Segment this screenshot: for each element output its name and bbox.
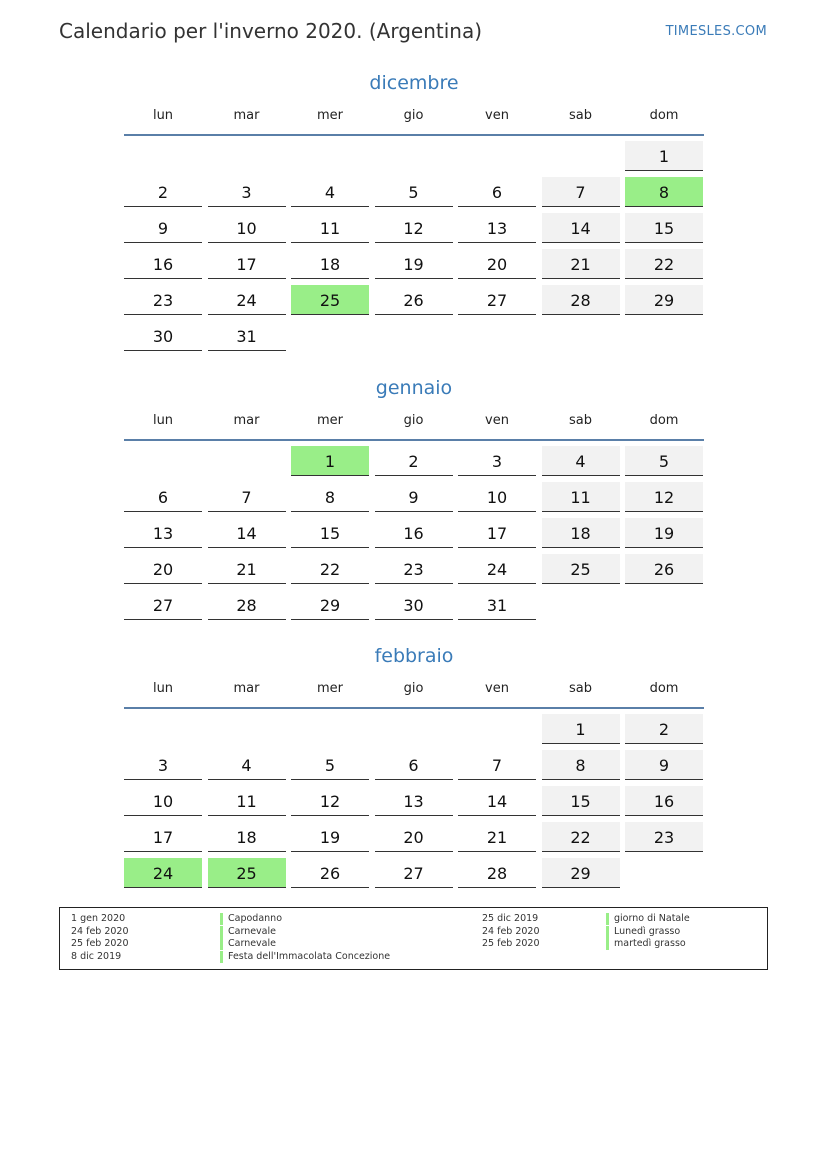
- day-cell: 14: [458, 786, 536, 816]
- day-cell: 22: [625, 249, 703, 279]
- day-cell: 28: [542, 285, 620, 315]
- day-grid: [124, 446, 704, 626]
- weekday-lun: lun: [152, 108, 174, 123]
- day-cell: 16: [625, 786, 703, 816]
- weekday-lun: lun: [152, 413, 174, 428]
- day-cell: 9: [375, 482, 453, 512]
- legend-holiday-name: Capodanno: [228, 913, 283, 924]
- weekday-mer: mer: [316, 681, 343, 696]
- day-cell: 13: [458, 213, 536, 243]
- day-cell: 11: [208, 786, 286, 816]
- day-cell: 4: [291, 177, 369, 207]
- legend-date: 25 feb 2020: [482, 938, 540, 950]
- month-gennaio: [124, 373, 704, 626]
- day-cell: 26: [625, 554, 703, 584]
- holiday-legend: [59, 907, 768, 970]
- day-cell: 8: [542, 750, 620, 780]
- day-cell: 1: [625, 141, 703, 171]
- weekday-gio: gio: [403, 108, 424, 123]
- day-cell: 9: [625, 750, 703, 780]
- legend-color-marker: [220, 938, 223, 950]
- day-cell: 1: [542, 714, 620, 744]
- legend-color-marker: [606, 926, 609, 938]
- weekday-mar: mar: [233, 413, 260, 428]
- day-cell: 26: [291, 858, 369, 888]
- holiday-day-cell: 25: [291, 285, 369, 315]
- day-cell: 12: [625, 482, 703, 512]
- day-cell: 5: [291, 750, 369, 780]
- day-cell: 10: [208, 213, 286, 243]
- day-cell: 22: [542, 822, 620, 852]
- day-cell: 23: [625, 822, 703, 852]
- day-cell: 3: [458, 446, 536, 476]
- day-cell: 2: [625, 714, 703, 744]
- weekday-header: [124, 681, 704, 707]
- day-cell: 6: [375, 750, 453, 780]
- weekday-mer: mer: [316, 413, 343, 428]
- weekday-header: [124, 413, 704, 439]
- legend-date: 8 dic 2019: [71, 951, 122, 963]
- month-title: dicembre: [369, 72, 459, 94]
- day-cell: 10: [124, 786, 202, 816]
- header-divider: [124, 707, 704, 709]
- weekday-header: [124, 108, 704, 134]
- day-cell: 17: [124, 822, 202, 852]
- day-cell: 29: [542, 858, 620, 888]
- day-cell: 21: [208, 554, 286, 584]
- day-cell: 26: [375, 285, 453, 315]
- day-cell: 19: [625, 518, 703, 548]
- day-cell: 4: [208, 750, 286, 780]
- holiday-day-cell: 24: [124, 858, 202, 888]
- day-cell: 24: [208, 285, 286, 315]
- day-cell: 3: [124, 750, 202, 780]
- holiday-day-cell: 1: [291, 446, 369, 476]
- day-cell: 5: [625, 446, 703, 476]
- legend-date: 25 feb 2020: [71, 938, 129, 950]
- day-cell: 8: [291, 482, 369, 512]
- day-cell: 25: [542, 554, 620, 584]
- weekday-ven: ven: [485, 413, 509, 428]
- weekday-lun: lun: [152, 681, 174, 696]
- weekday-dom: dom: [649, 681, 679, 696]
- day-cell: 15: [625, 213, 703, 243]
- day-cell: 16: [375, 518, 453, 548]
- day-cell: 27: [458, 285, 536, 315]
- day-cell: 28: [458, 858, 536, 888]
- day-cell: 18: [208, 822, 286, 852]
- day-cell: 19: [291, 822, 369, 852]
- holiday-day-cell: 25: [208, 858, 286, 888]
- day-cell: 3: [208, 177, 286, 207]
- day-cell: 14: [542, 213, 620, 243]
- day-cell: 18: [542, 518, 620, 548]
- holiday-day-cell: 8: [625, 177, 703, 207]
- legend-holiday-name: Carnevale: [228, 925, 276, 937]
- legend-holiday-name: Lunedì grasso: [614, 925, 681, 937]
- day-cell: 11: [291, 213, 369, 243]
- weekday-mar: mar: [233, 681, 260, 696]
- legend-color-marker: [606, 938, 609, 950]
- day-cell: 12: [291, 786, 369, 816]
- day-cell: 28: [208, 590, 286, 620]
- month-title: febbraio: [374, 645, 454, 667]
- day-cell: 20: [124, 554, 202, 584]
- legend-color-marker: [606, 913, 609, 925]
- legend-holiday-name: martedì grasso: [614, 938, 686, 950]
- legend-color-marker: [220, 913, 223, 925]
- header-divider: [124, 134, 704, 136]
- day-cell: 7: [542, 177, 620, 207]
- legend-date: 24 feb 2020: [482, 925, 540, 937]
- weekday-mer: mer: [316, 108, 343, 123]
- day-cell: 21: [542, 249, 620, 279]
- day-cell: 15: [291, 518, 369, 548]
- weekday-sab: sab: [569, 413, 592, 428]
- day-cell: 30: [124, 321, 202, 351]
- day-cell: 4: [542, 446, 620, 476]
- day-cell: 17: [458, 518, 536, 548]
- day-cell: 31: [208, 321, 286, 351]
- day-cell: 27: [375, 858, 453, 888]
- day-cell: 29: [625, 285, 703, 315]
- month-dicembre: [124, 68, 704, 357]
- weekday-ven: ven: [485, 108, 509, 123]
- day-cell: 14: [208, 518, 286, 548]
- day-cell: 2: [124, 177, 202, 207]
- day-grid: [124, 714, 704, 894]
- day-cell: 22: [291, 554, 369, 584]
- weekday-sab: sab: [569, 108, 592, 123]
- day-cell: 7: [208, 482, 286, 512]
- weekday-gio: gio: [403, 413, 424, 428]
- day-cell: 6: [458, 177, 536, 207]
- day-cell: 24: [458, 554, 536, 584]
- day-cell: 12: [375, 213, 453, 243]
- legend-holiday-name: Festa dell'Immacolata Concezione: [228, 951, 391, 963]
- legend-holiday-name: Carnevale: [228, 938, 276, 950]
- day-cell: 15: [542, 786, 620, 816]
- day-cell: 2: [375, 446, 453, 476]
- month-title: gennaio: [375, 377, 453, 399]
- brand-link[interactable]: TIMESLES.COM: [665, 24, 767, 39]
- weekday-dom: dom: [649, 108, 679, 123]
- header-divider: [124, 439, 704, 441]
- day-cell: 17: [208, 249, 286, 279]
- day-cell: 23: [124, 285, 202, 315]
- day-cell: 30: [375, 590, 453, 620]
- weekday-mar: mar: [233, 108, 260, 123]
- weekday-dom: dom: [649, 413, 679, 428]
- weekday-gio: gio: [403, 681, 424, 696]
- day-cell: 5: [375, 177, 453, 207]
- legend-date: 24 feb 2020: [71, 925, 129, 937]
- day-cell: 27: [124, 590, 202, 620]
- day-cell: 29: [291, 590, 369, 620]
- day-cell: 21: [458, 822, 536, 852]
- day-cell: 23: [375, 554, 453, 584]
- day-cell: 9: [124, 213, 202, 243]
- weekday-ven: ven: [485, 681, 509, 696]
- day-cell: 19: [375, 249, 453, 279]
- month-febbraio: [124, 641, 704, 894]
- day-cell: 16: [124, 249, 202, 279]
- legend-date: 1 gen 2020: [71, 913, 126, 924]
- day-cell: 13: [375, 786, 453, 816]
- day-cell: 7: [458, 750, 536, 780]
- legend-color-marker: [220, 926, 223, 938]
- day-cell: 18: [291, 249, 369, 279]
- day-grid: [124, 141, 704, 357]
- day-cell: 6: [124, 482, 202, 512]
- page-title: Calendario per l'inverno 2020. (Argentina): [59, 19, 483, 43]
- day-cell: 11: [542, 482, 620, 512]
- day-cell: 13: [124, 518, 202, 548]
- legend-color-marker: [220, 951, 223, 963]
- day-cell: 20: [458, 249, 536, 279]
- day-cell: 20: [375, 822, 453, 852]
- day-cell: 31: [458, 590, 536, 620]
- legend-date: 25 dic 2019: [482, 913, 539, 924]
- legend-holiday-name: giorno di Natale: [614, 913, 690, 924]
- weekday-sab: sab: [569, 681, 592, 696]
- day-cell: 10: [458, 482, 536, 512]
